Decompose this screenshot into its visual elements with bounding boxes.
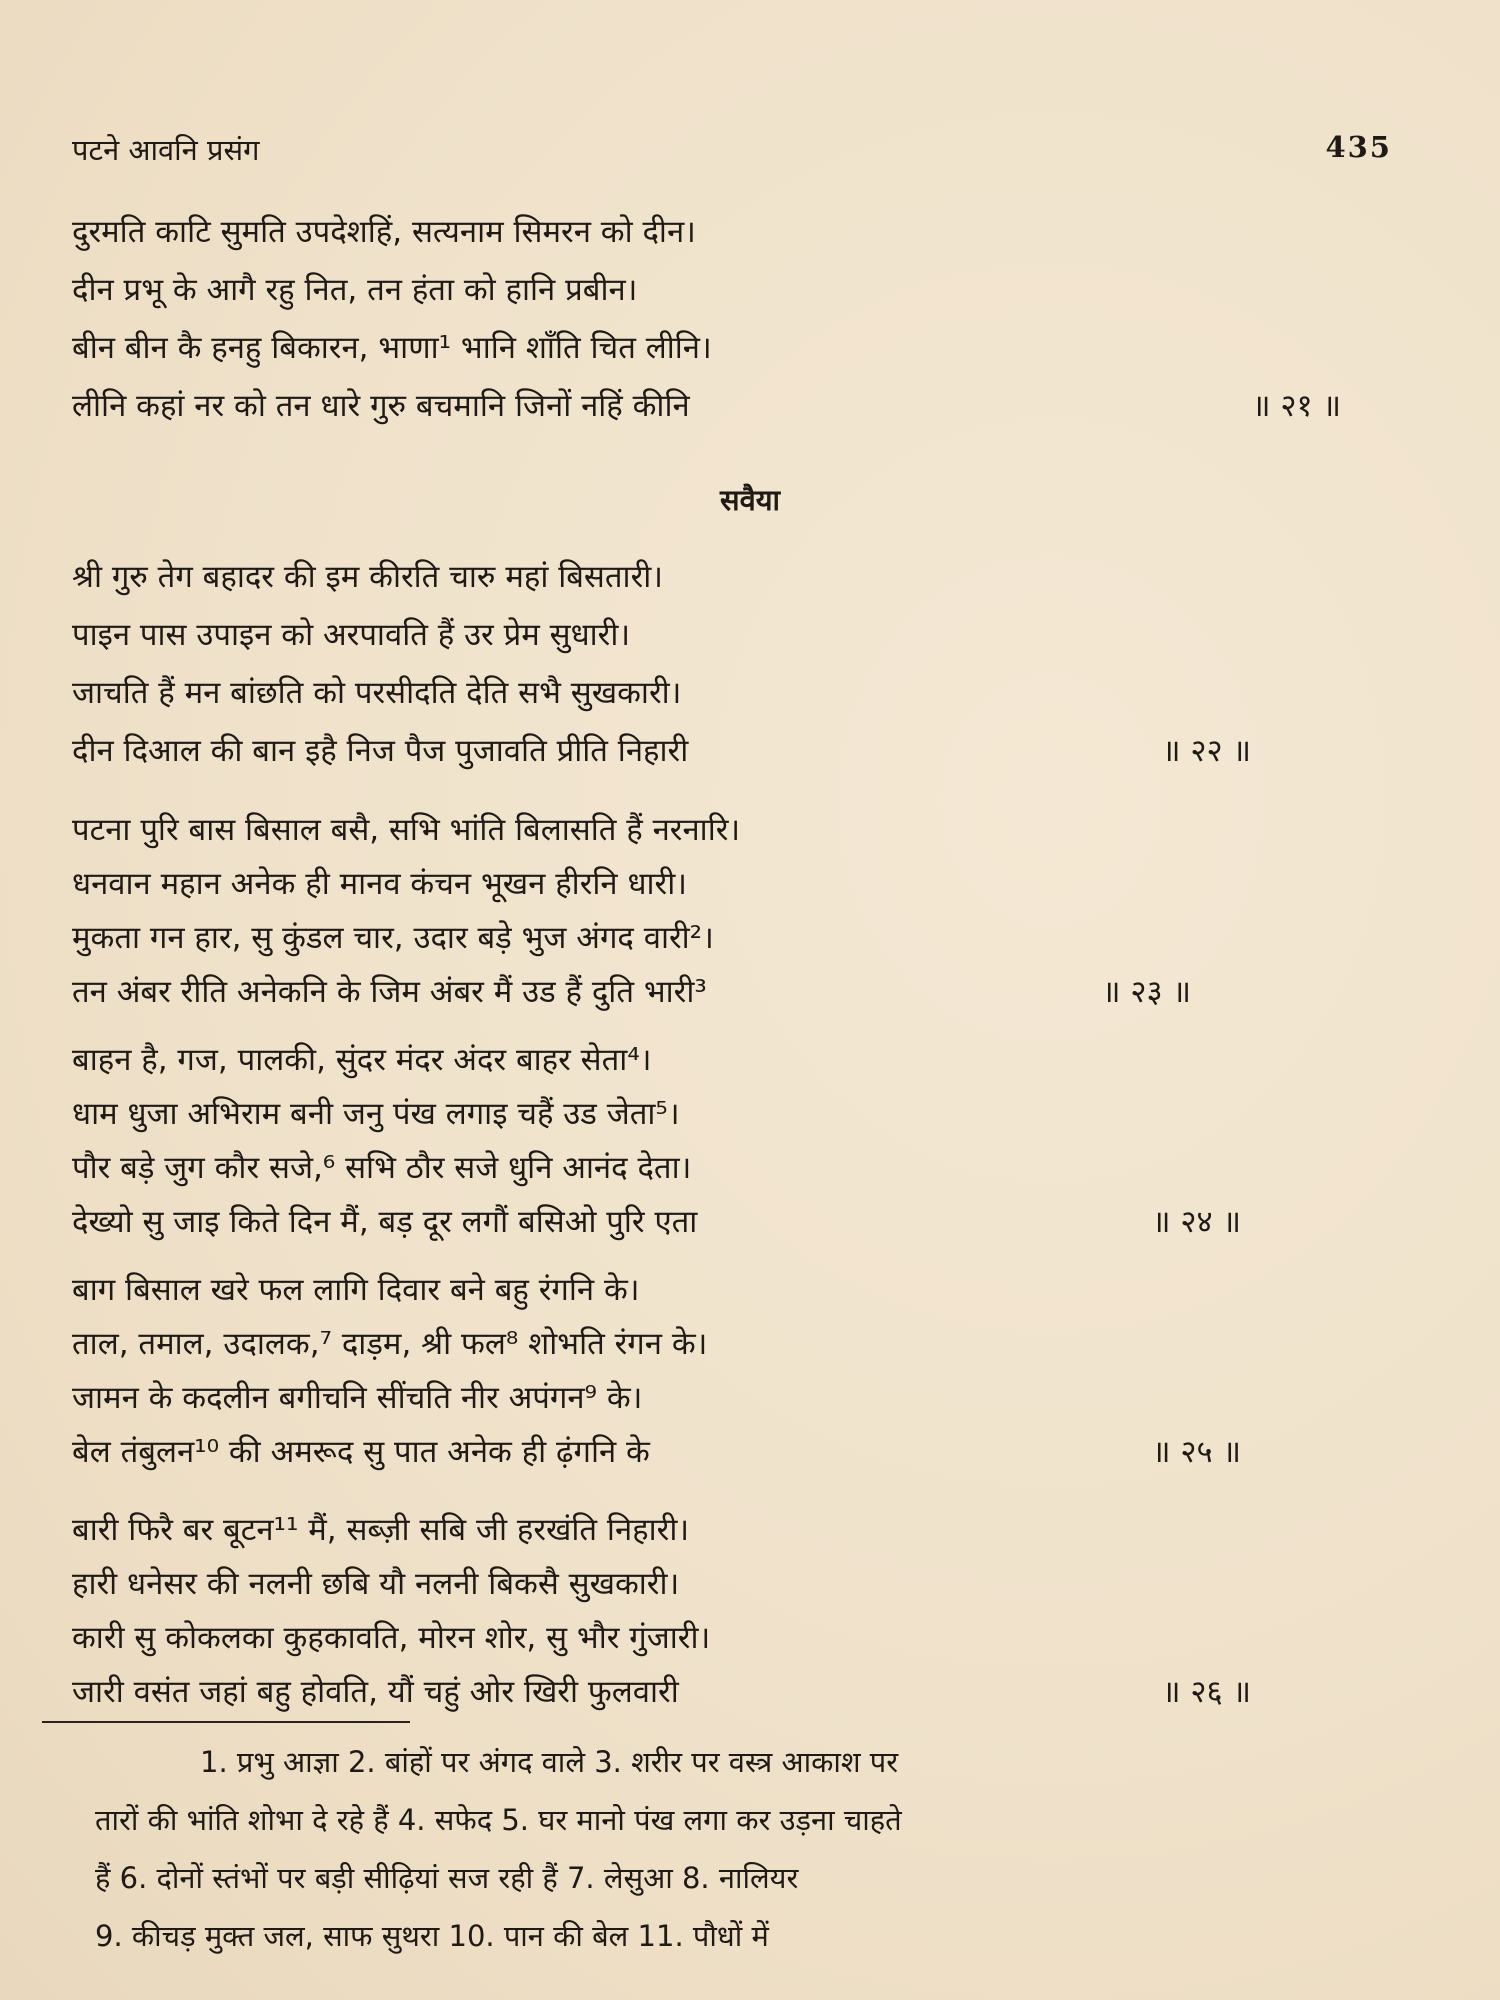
stanza-23: [72, 808, 1392, 1024]
section-title: सवैया: [719, 483, 781, 517]
chapter-title: पटने आवनि प्रसंग: [72, 133, 260, 167]
verse-line: बाग बिसाल खरे फल लागि दिवार बने बहु रंगनि के।: [72, 1272, 640, 1308]
verse-line: बीन बीन कै हनहु बिकारन, भाणा¹ भानि शाँति चित लीनि।: [72, 330, 712, 366]
stanza-26: [72, 1508, 1392, 1724]
stanza-25: [72, 1268, 1392, 1484]
footnote-line: 1. प्रभु आज्ञा 2. बांहों पर अंगद वाले 3. शरीर पर वस्त्र आकाश पर: [200, 1745, 899, 1779]
stanza-24: [72, 1038, 1392, 1254]
footnote-divider: [42, 1721, 410, 1723]
verse-line: बारी फिरै बर बूटन¹¹ मैं, सब्ज़ी सबि जी हरखंति निहारी।: [72, 1512, 690, 1548]
verse-line: दुरमति काटि सुमति उपदेशहिं, सत्यनाम सिमरन को दीन।: [72, 214, 696, 250]
verse-line: बाहन है, गज, पालकी, सुंदर मंदर अंदर बाहर सेता⁴।: [72, 1042, 652, 1078]
verse-line: पौर बड़े जुग कौर सजे,⁶ सभि ठौर सजे धुनि आनंद देता।: [72, 1150, 692, 1186]
footnote-line: 9. कीचड़ मुक्त जल, साफ सुथरा 10. पान की बेल 11. पौधों में: [95, 1919, 769, 1953]
verse-line: दीन दिआल की बान इहै निज पैज पुजावति प्रीति निहारी ॥ २२ ॥: [72, 729, 1392, 787]
verse-line: तन अंबर रीति अनेकनि के जिम अंबर मैं उड हैं दुति भारी³ ॥ २३ ॥: [72, 970, 1392, 1024]
stanza-22: [72, 555, 1392, 787]
running-header: [72, 130, 1392, 174]
verse-number: ॥ २५ ॥: [1152, 1434, 1242, 1470]
page-number: 435: [1325, 130, 1392, 164]
verse-number: ॥ २४ ॥: [1152, 1204, 1242, 1240]
verse-number: ॥ २३ ॥: [1102, 974, 1192, 1010]
verse-line: बेल तंबुलन¹⁰ की अमरूद सु पात अनेक ही ढ़ंगनि के ॥ २५ ॥: [72, 1430, 1392, 1484]
verse-line: पाइन पास उपाइन को अरपावति हैं उर प्रेम सुधारी।: [72, 617, 631, 653]
verse-number: ॥ २२ ॥: [1162, 733, 1252, 769]
verse-number: ॥ २१ ॥: [1252, 388, 1342, 424]
verse-line: धाम धुजा अभिराम बनी जनु पंख लगाइ चहैं उड जेता⁵।: [72, 1096, 680, 1132]
verse-line: जामन के कदलीन बगीचनि सींचति नीर अपंगन⁹ के।: [72, 1380, 643, 1416]
verse-line: कारी सु कोकलका कुहकावति, मोरन शोर, सु भौर गुंजारी।: [72, 1620, 711, 1656]
verse-line: मुकता गन हार, सु कुंडल चार, उदार बड़े भुज अंगद वारी²।: [72, 920, 714, 956]
verse-line: देख्यो सु जाइ किते दिन मैं, बड़ दूर लगौं बसिओ पुरि एता ॥ २४ ॥: [72, 1200, 1392, 1254]
verse-line: हारी धनेसर की नलनी छबि यौ नलनी बिकसै सुखकारी।: [72, 1566, 680, 1602]
verse-line: श्री गुरु तेग बहादर की इम कीरति चारु महां बिसतारी।: [72, 559, 664, 595]
verse-line: ताल, तमाल, उदालक,⁷ दाड़म, श्री फल⁸ शोभति रंगन के।: [72, 1326, 708, 1362]
footnote-line: हैं 6. दोनों स्तंभों पर बड़ी सीढ़ियां सज रही हैं 7. लेसुआ 8. नालियर: [95, 1861, 799, 1895]
verse-number: ॥ २६ ॥: [1162, 1674, 1252, 1710]
footnote-line: तारों की भांति शोभा दे रहे हैं 4. सफेद 5. घर मानो पंख लगा कर उड़ना चाहते: [95, 1803, 902, 1837]
verse-line: दीन प्रभू के आगै रहु नित, तन हंता को हानि प्रबीन।: [72, 272, 638, 308]
verse-line: लीनि कहां नर को तन धारे गुरु बचमानि जिनों नहिं कीनि ॥ २१ ॥: [72, 384, 1392, 442]
verse-line: पटना पुरि बास बिसाल बसै, सभि भांति बिलासति हैं नरनारि।: [72, 812, 741, 848]
verse-line: धनवान महान अनेक ही मानव कंचन भूखन हीरनि धारी।: [72, 866, 688, 902]
verse-line: जाचति हैं मन बांछति को परसीदति देति सभै सुखकारी।: [72, 675, 682, 711]
stanza-21: [72, 210, 1392, 442]
verse-line: जारी वसंत जहां बहु होवति, यौं चहुं ओर खिरी फुलवारी ॥ २६ ॥: [72, 1670, 1392, 1724]
